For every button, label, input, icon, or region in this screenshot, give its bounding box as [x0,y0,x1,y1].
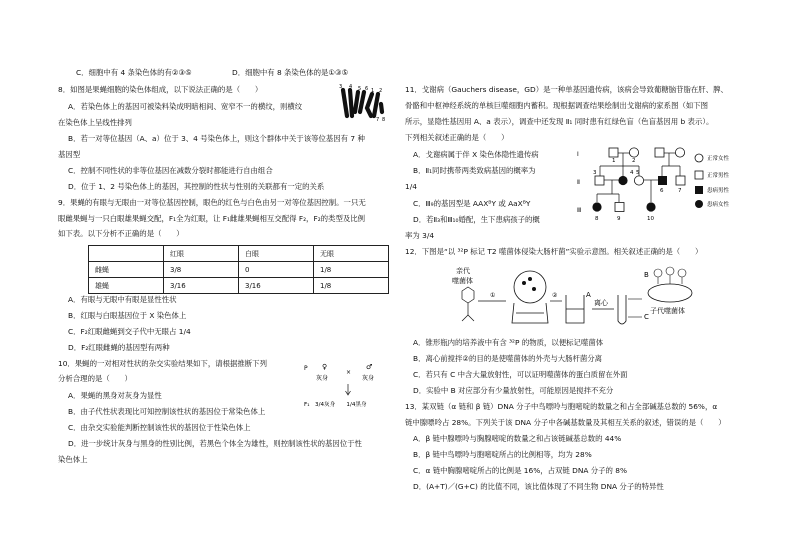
ped-num-1: 1 [612,158,616,164]
q12-option-c: C．若只有 C 中含大量放射性，可以证明噬菌体的蛋白质留在外面 [413,370,628,379]
table-row [89,278,389,294]
q10-option-b: B．由子代性状表现比可知控制该性状的基因位于常染色体上 [68,407,266,416]
q9-stem-line3: 如下表。以下分析不正确的是（ ） [58,229,184,238]
q9-table [88,245,389,294]
q11-stem-line3: 所示，显隐性基因用 A、a 表示），调查中还发现 Ⅱ₁ 同时患有红绿色盲（色盲基因用 b 表示）。 [405,117,714,126]
q10-option-a: A．果蝇的黑身对灰身为显性 [68,391,162,400]
q9-stem-line1: 9．果蝇的有眼与无眼由一对等位基因控制，眼色的红色与白色由另一对等位基因控制。一只无 [58,198,366,207]
q8-option-a-line1: A．若染色体上的基因可被染料染成明暗相间、宽窄不一的横纹，则横纹 [68,102,303,111]
gen-label-3: Ⅲ [577,207,582,214]
centrifuge-label: 离心 [594,299,608,307]
q8-option-a-line2: 在染色体上呈线性排列 [58,118,132,127]
q11-option-d-line2: 率为 3/4 [405,231,435,240]
q8-stem: 8．如图是果蝇细胞的染色体组成，以下说法正确的是（ ） [58,85,263,94]
fig-label-a: A [586,291,591,299]
q10-stem-line2: 分析合理的是（ ） [58,374,132,383]
q9-option-d: D．F₂红眼雌蝇的基因型有两种 [68,343,170,352]
phage-experiment-figure [452,261,704,333]
ped-num-9: 9 [617,216,621,222]
ped-num-4: 4 [630,170,634,176]
q8-option-b-line2: 基因型 [58,150,81,159]
q11-option-c: C．Ⅲ₉的基因型是 AAXᴮY 或 AaXᴮY [413,199,531,208]
q11-option-d-line1: D．若Ⅱ₃和Ⅲ₁₀婚配，生下患病孩子的概 [413,215,540,224]
q10-option-d-line1: D．进一步统计灰身与黑身的性别比例，若黑色个体全为雄性，则控制该性状的基因位于性 [68,439,362,448]
step-2-marker: ② [552,292,558,299]
q12-option-a: A．锥形瓶内的培养液中有含 ³²P 的物质，以便标记噬菌体 [413,338,604,347]
ped-num-7: 7 [678,188,682,194]
table-cell: 无眼 [314,246,389,262]
table-cell: 0 [239,262,314,278]
chromo-label-3: 3 [339,84,343,90]
q13-option-a: A．β 链中腺嘌呤与胸腺嘧啶的数量之和占该链碱基总数的 44% [413,434,622,443]
chromosome-figure [338,82,386,122]
fig-label-b: B [644,271,649,279]
cross-female-phenotype: 灰身 [316,375,329,382]
female-symbol-icon: ♀ [322,363,328,371]
q11-stem-line2: 骨骼和中枢神经系统的单核巨噬细胞内蓄积。现根据调查结果绘制出戈谢病的家系图（如下图 [405,101,709,110]
q12-option-b: B．离心前搅拌②的目的是使噬菌体的外壳与大肠杆菌分离 [413,354,603,363]
cross-f1-result: F₁ 3/4灰身 1/4黑身 [304,402,367,408]
legend-affected-female: 患病女性 [707,202,730,208]
q10-option-c: C．由杂交实验能判断控制该性状的基因位于性染色体上 [68,423,251,432]
ped-num-3: 3 [593,170,597,176]
q9-option-a: A．有眼与无眼中有眼是显性性状 [68,295,177,304]
q13-option-c: C．α 链中胸腺嘧啶所占的比例是 16%，占双链 DNA 分子的 8% [413,466,628,475]
chromo-label-8: 8 [382,117,386,122]
q8-option-c: C．控制不同性状的非等位基因在减数分裂时都能进行自由组合 [68,166,273,175]
chromo-label-1: 1 [371,88,375,94]
cross-p-label: P [304,365,308,372]
table-cell [89,246,164,262]
table-cell: 白眼 [239,246,314,262]
table-cell: 3/16 [239,278,314,294]
q12-option-d: D．实验中 B 对应部分有少量放射性，可能原因是搅拌不充分 [413,386,614,395]
q9-option-c: C．F₂红眼雌蝇到交子代中无眼占 1/4 [68,327,191,336]
offspring-phage-icon [654,267,686,284]
q9-option-b: B．红眼与白眼基因位于 X 染色体上 [68,311,187,320]
q9-stem-line2: 眼雌果蝇与一只白眼雄果蝇交配，F₁全为红眼，让 F₁雌雄果蝇相互交配得 F₂，F₂的类型及比例 [58,214,366,223]
q8-option-d: D．位于 1、2 号染色体上的基因，其控制的性状与性别的关联都有一定的关系 [68,182,325,191]
table-cell: 3/8 [164,262,239,278]
ped-num-5: 5 [636,170,640,176]
beaker-icon [566,295,584,323]
q10-stem-line1: 10．果蝇的一对相对性状的杂交实验结果如下，请根据推断下列 [58,359,267,368]
table-cell: 雌蝇 [89,262,164,278]
phage-icon [462,287,474,321]
q13-option-d: D．(A+T)／(G+C) 的比值不同，该比值体现了不同生物 DNA 分子的特异性 [413,482,664,491]
parent-phage-label-line2: 噬菌体 [452,277,473,285]
table-cell: 雄蝇 [89,278,164,294]
table-cell: 红眼 [164,246,239,262]
cross-diagram [302,360,392,410]
table-row [89,246,389,262]
chromo-label-7: 7 [376,117,380,122]
q11-stem-line1: 11．戈谢病（Gauchers disease，GD）是一种单基因遗传病，该病会导致葡糖脑苷脂在肝、脾、 [405,85,728,94]
table-cell: 1/8 [314,278,389,294]
q12-stem: 12．下图是“以 ³²P 标记 T2 噬菌体侵染大肠杆菌”实验示意图。相关叙述正确的是（ ） [405,247,703,256]
q13-stem-line1: 13．某双链（α 链和 β 链）DNA 分子中鸟嘌呤与胞嘧啶的数量之和占全部碱基总数的 56%，α [405,402,718,411]
q11-option-a: A．戈谢病属于伴 X 染色体隐性遗传病 [413,150,539,159]
chromo-label-2: 2 [379,88,383,94]
ped-num-10: 10 [647,216,654,222]
male-symbol-icon: ♂ [366,363,373,371]
ped-num-2: 2 [632,158,636,164]
bacteria-icon [648,284,692,302]
q13-stem-line2: 链中腺嘌呤占 28%。下列关于该 DNA 分子中各碱基数量及其相互关系的叙述，错误的是（ ） [405,418,726,427]
q7-option-d: D．细胞中有 8 条染色体的是①③⑤ [232,68,349,77]
pedigree-chart [575,144,753,230]
gen-label-1: Ⅰ [577,151,579,158]
ped-num-6: 6 [660,188,664,194]
chromo-label-6: 6 [365,86,369,92]
chromo-label-5: 5 [358,86,362,92]
q11-option-b-line2: 1/4 [405,182,417,191]
table-cell: 3/16 [164,278,239,294]
q13-option-b: B．β 链中鸟嘌呤与胞嘧啶所占的比例相等，均为 28% [413,450,592,459]
q11-option-b-line1: B．Ⅱ₁同时携带两类致病基因的概率为 [413,166,536,175]
cross-male-phenotype: 灰身 [362,375,375,382]
q11-stem-line4: 下列相关叙述正确的是（ ） [405,133,509,142]
step-1-marker: ① [490,292,496,299]
table-cell: 1/8 [314,262,389,278]
child-phage-label: 子代噬菌体 [650,307,685,315]
legend-normal-female: 正常女性 [707,156,730,162]
chromo-label-4: 4 [349,84,353,90]
centrifuge-tube-icon [618,295,626,324]
table-row [89,262,389,278]
fig-label-c: C [644,313,649,321]
parent-phage-label-line1: 亲代 [456,267,470,275]
q8-option-b-line1: B．若一对等位基因（A、a）位于 3、4 号染色体上，则这个群体中关于该等位基因有 7 种 [68,134,365,143]
q10-option-d-line2: 染色体上 [58,455,88,464]
q7-option-c: C．细胞中有 4 条染色体的有②③⑤ [76,68,192,77]
legend-normal-male: 正常男性 [707,173,730,179]
gen-label-2: Ⅱ [577,179,580,186]
ped-num-8: 8 [595,216,599,222]
legend-affected-male: 患病男性 [707,188,730,194]
cross-x: × [346,369,352,376]
